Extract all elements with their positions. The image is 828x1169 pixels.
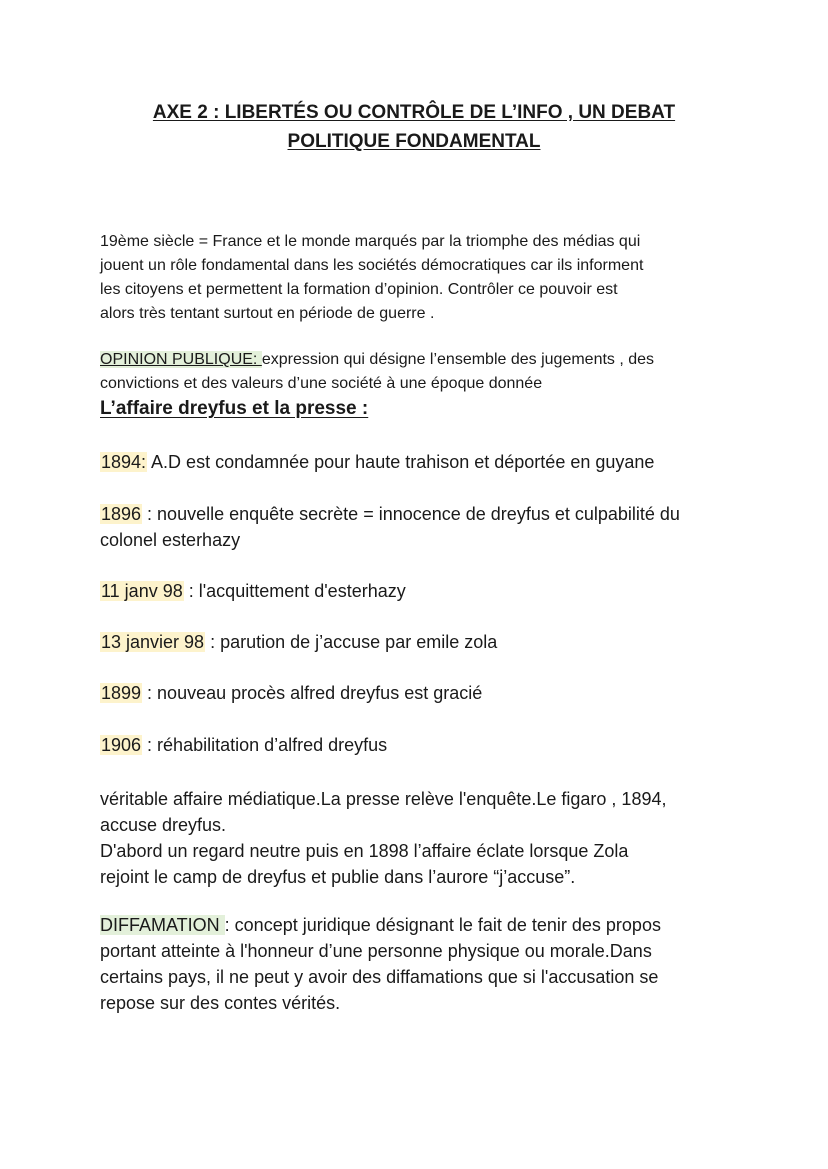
timeline-item <box>100 501 680 553</box>
timeline-item <box>100 578 406 604</box>
timeline-item <box>100 629 497 655</box>
intro-line: les citoyens et permettent la formation d’opinion. Contrôler ce pouvoir est <box>100 281 618 298</box>
timeline-item <box>100 732 387 758</box>
opinion-term: OPINION PUBLIQUE: <box>100 351 262 368</box>
media-line: accuse dreyfus. <box>100 815 227 835</box>
diffamation-line: repose sur des contes vérités. <box>100 993 341 1013</box>
timeline-date: 11 janv 98 <box>101 581 183 601</box>
timeline-date: 1906 <box>101 735 142 755</box>
opinion-definition <box>100 348 740 396</box>
diffamation-line: certains pays, il ne peut y avoir des diffamations que si l'accusation se <box>100 967 659 987</box>
timeline-date: 13 janvier 98 <box>101 632 205 652</box>
timeline-text: : nouvelle enquête secrète = innocence de dreyfus et culpabilité du <box>142 504 680 524</box>
media-line: rejoint le camp de dreyfus et publie dans l’aurore “j’accuse”. <box>100 867 576 887</box>
timeline-text: : l'acquittement d'esterhazy <box>183 581 406 601</box>
intro-line: jouent un rôle fondamental dans les sociétés démocratiques car ils informent <box>100 257 644 274</box>
media-line: véritable affaire médiatique.La presse relève l'enquête.Le figaro , 1894, <box>100 789 667 809</box>
media-paragraph <box>100 786 740 890</box>
opinion-definition-text: expression qui désigne l’ensemble des jugements , des <box>261 351 655 368</box>
media-line: D'abord un regard neutre puis en 1898 l’affaire éclate lorsque Zola <box>100 841 629 861</box>
title-line-2: POLITIQUE FONDAMENTAL <box>287 131 541 152</box>
timeline-date: 1894: <box>101 452 147 472</box>
timeline-text-continued: colonel esterhazy <box>100 530 241 550</box>
document-title <box>100 98 728 156</box>
timeline-text: : nouveau procès alfred dreyfus est gracié <box>142 683 483 703</box>
timeline-text: : réhabilitation d’alfred dreyfus <box>142 735 388 755</box>
timeline-date: 1899 <box>101 683 142 703</box>
diffamation-definition <box>100 912 740 1016</box>
timeline-text: : parution de j’accuse par emile zola <box>205 632 498 652</box>
timeline-date: 1896 <box>101 504 142 524</box>
timeline-text: A.D est condamnée pour haute trahison et déportée en guyane <box>147 452 655 472</box>
diffamation-term: DIFFAMATION <box>100 915 225 935</box>
intro-paragraph <box>100 230 740 326</box>
diffamation-line: portant atteinte à l'honneur d’une personne physique ou morale.Dans <box>100 941 652 961</box>
opinion-definition-line2: convictions et des valeurs d’une société à une époque donnée <box>100 375 543 392</box>
intro-line: alors très tentant surtout en période de guerre . <box>100 305 435 322</box>
diffamation-definition-text: : concept juridique désignant le fait de tenir des propos <box>224 915 661 935</box>
title-line-1: AXE 2 : LIBERTÉS OU CONTRÔLE DE L’INFO , UN DEBAT <box>152 102 676 123</box>
section-heading: L’affaire dreyfus et la presse : <box>100 398 369 419</box>
timeline-item <box>100 449 654 475</box>
timeline-item <box>100 680 482 706</box>
intro-line: 19ème siècle = France et le monde marqués par la triomphe des médias qui <box>100 233 641 250</box>
